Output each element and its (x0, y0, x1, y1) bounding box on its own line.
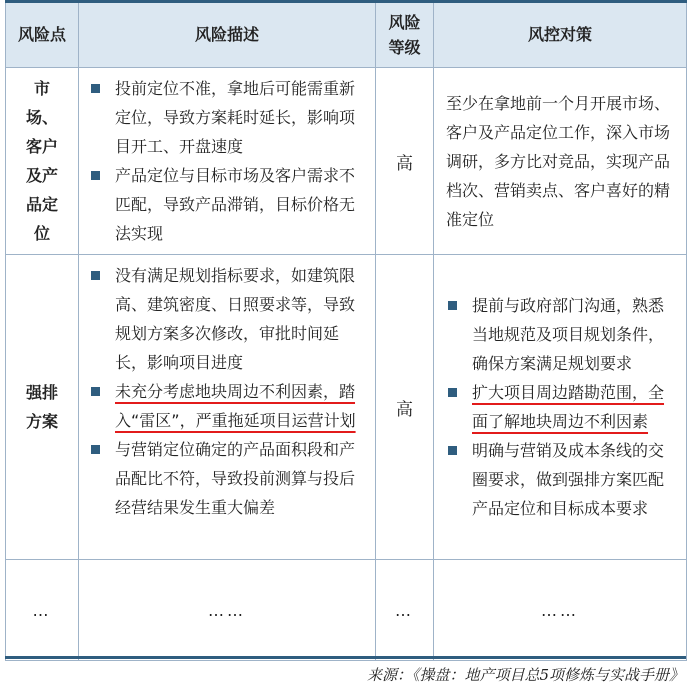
underlined-text: 扩大项目周边踏勘范围，全面了解地块周边不利因素 (472, 383, 665, 431)
square-bullet-icon (448, 446, 457, 455)
square-bullet-icon (91, 387, 100, 396)
square-bullet-icon (448, 301, 457, 310)
ellipsis-cell: … (376, 560, 434, 661)
countermeasure-text: 至少在拿地前一个月开展市场、客户及产品定位工作，深入市场调研，多方比对竞品，实现产品档次、营销卖点、客户喜好的精准定位 (446, 93, 671, 229)
ellipsis-cell: …… (79, 560, 376, 661)
header-row (6, 2, 687, 68)
header-countermeasure: 风控对策 (434, 2, 687, 68)
table-row (6, 255, 687, 560)
risk-description-list (89, 261, 365, 522)
countermeasure-cell (434, 68, 687, 255)
ellipsis-cell: … (6, 560, 79, 661)
risk-description-cell (79, 255, 376, 560)
bottom-rule (5, 656, 686, 659)
list-item (89, 377, 365, 435)
table-row (6, 68, 687, 255)
header-risk-level: 风险等级 (376, 2, 434, 68)
countermeasure-list (446, 291, 674, 523)
risk-level: 高 (376, 255, 434, 560)
risk-category: 市场、客户及产品定位 (6, 68, 79, 255)
square-bullet-icon (91, 84, 100, 93)
table-row (6, 560, 687, 661)
square-bullet-icon (448, 388, 457, 397)
risk-description-cell (79, 68, 376, 255)
list-item: 投前定位不准，拿地后可能需重新定位，导致方案耗时延长，影响项目开工、开盘速度 (89, 74, 365, 161)
header-risk-point: 风险点 (6, 2, 79, 68)
underlined-text: 未充分考虑地块周边不利因素，踏入“雷区”，严重拖延项目运营计划 (115, 382, 356, 430)
ellipsis-cell: …… (434, 560, 687, 661)
square-bullet-icon (91, 271, 100, 280)
source-caption: 来源：《操盘：地产项目总5项修炼与实战手册》 (366, 666, 684, 684)
list-item: 与营销定位确定的产品面积段和产品配比不符，导致投前测算与投后经营结果发生重大偏差 (89, 435, 365, 522)
risk-description-list (89, 74, 365, 248)
list-item (446, 378, 674, 436)
risk-category: 强排方案 (6, 255, 79, 560)
header-risk-description: 风险描述 (79, 2, 376, 68)
list-item: 明确与营销及成本条线的交圈要求，做到强排方案匹配产品定位和目标成本要求 (446, 436, 674, 523)
countermeasure-cell (434, 255, 687, 560)
square-bullet-icon (91, 171, 100, 180)
square-bullet-icon (91, 445, 100, 454)
risk-level: 高 (376, 68, 434, 255)
risk-table (5, 0, 687, 661)
list-item: 没有满足规划指标要求，如建筑限高、建筑密度、日照要求等，导致规划方案多次修改，审批时间延长，影响项目进度 (89, 261, 365, 377)
list-item: 提前与政府部门沟通，熟悉当地规范及项目规划条件，确保方案满足规划要求 (446, 291, 674, 378)
list-item: 产品定位与目标市场及客户需求不匹配，导致产品滞销，目标价格无法实现 (89, 161, 365, 248)
